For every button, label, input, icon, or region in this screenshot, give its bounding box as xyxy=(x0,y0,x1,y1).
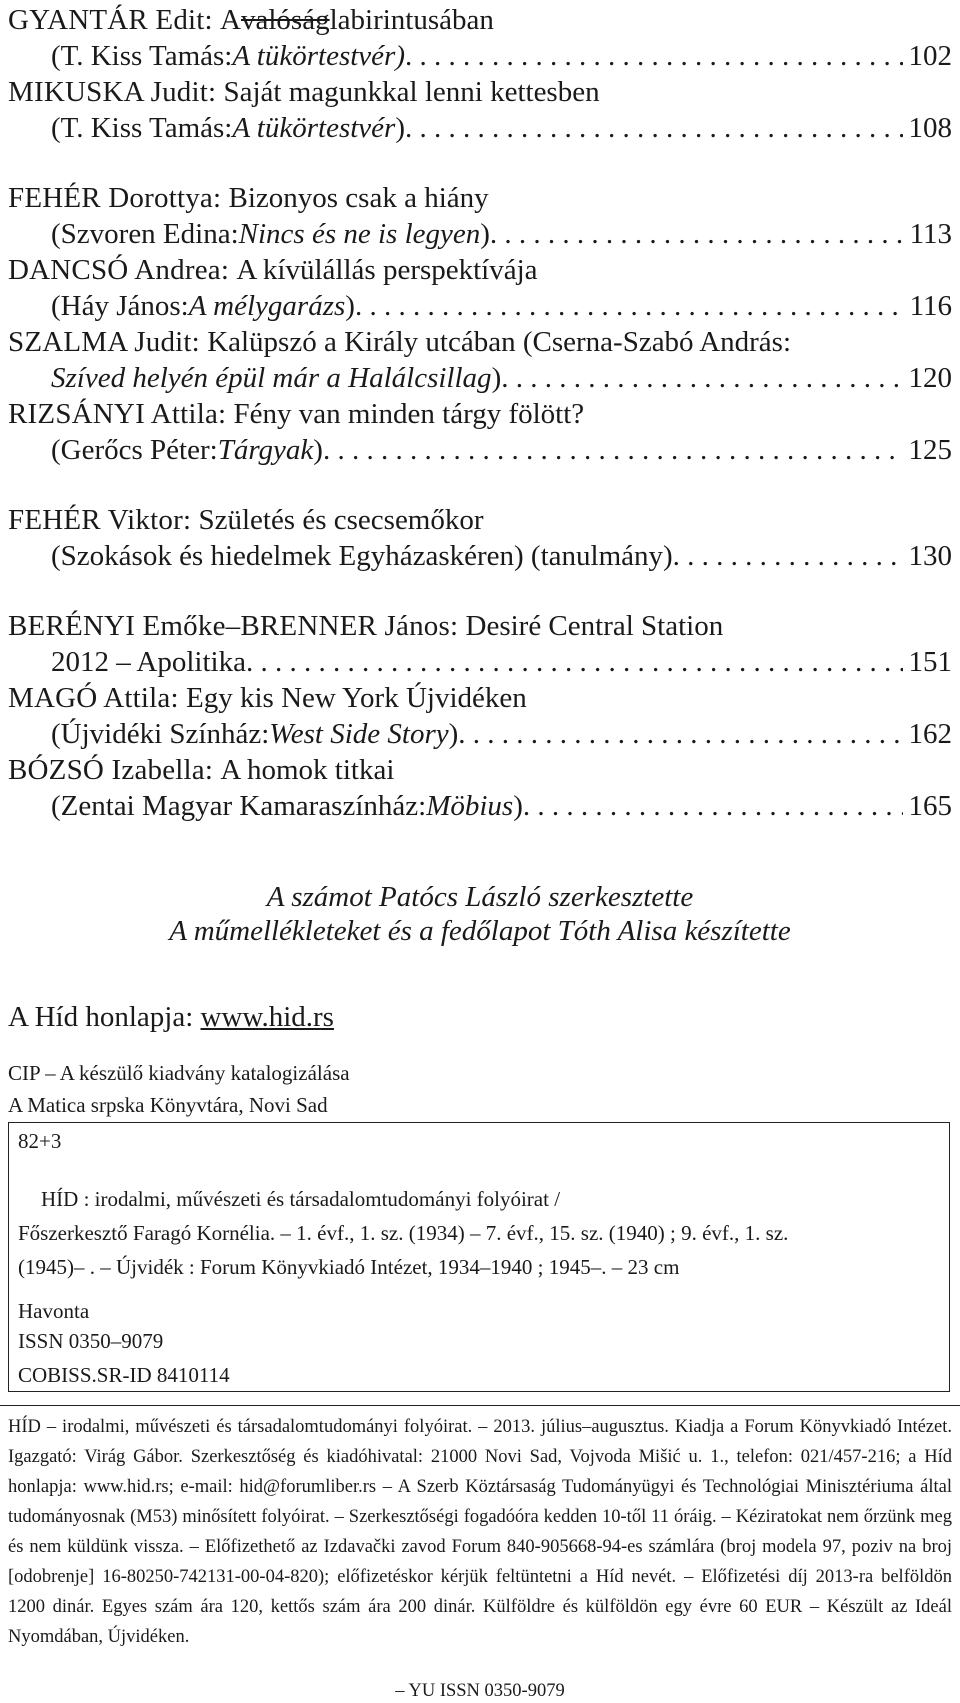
leader-dots xyxy=(405,38,903,74)
toc-source-end: ) xyxy=(480,218,490,250)
toc-source-title: A mélygarázs xyxy=(188,290,346,322)
section-gap xyxy=(8,574,952,608)
leader-dots xyxy=(405,110,903,146)
toc-author: FEHÉR Dorottya: xyxy=(8,182,222,214)
toc-entry-title xyxy=(8,180,952,216)
toc-author: BÓZSÓ Izabella: xyxy=(8,754,214,786)
toc-entry-title xyxy=(8,502,952,538)
cip-editor-line: Főszerkesztő Faragó Kornélia. – 1. évf., 1. sz. (1934) – 7. évf., 15. sz. (1940) ; 9. évf., 1. sz. xyxy=(18,1221,789,1245)
toc-source: (Zentai Magyar Kamaraszínház: xyxy=(51,790,427,822)
toc-title-struck-word: valóság xyxy=(241,4,330,36)
toc-page-number: 102 xyxy=(908,40,952,72)
toc-source: (Gerőcs Péter: xyxy=(51,434,218,466)
toc-entry-title xyxy=(8,680,952,716)
toc-source-title: Tárgyak xyxy=(217,434,314,466)
toc-entry-title xyxy=(8,752,952,788)
leader-dots xyxy=(673,538,903,574)
toc-entry-title xyxy=(8,608,952,644)
toc-title: Saját magunkkal lenni kettesben xyxy=(223,76,600,108)
table-of-contents xyxy=(8,2,952,824)
toc-entry-source xyxy=(8,216,952,252)
toc-author: SZALMA Judit: xyxy=(8,326,200,358)
homepage-link[interactable]: www.hid.rs xyxy=(200,1001,334,1033)
toc-source: (Szokások és hiedelmek Egyházaskéren) (tanulmány) xyxy=(51,540,673,572)
imprint xyxy=(0,1405,960,1701)
cip-heading-line: CIP – A készülő kiadvány katalogizálása xyxy=(8,1061,350,1085)
toc-author: BERÉNYI Emőke–BRENNER János: xyxy=(8,610,459,642)
toc-author: FEHÉR Viktor: xyxy=(8,504,192,536)
leader-dots xyxy=(458,716,902,752)
toc-source-title: A tükörtestvér xyxy=(232,112,396,144)
toc-title: Születés és csecsemőkor xyxy=(198,504,484,536)
toc-source-end: ) xyxy=(491,362,502,394)
toc-page-number: 120 xyxy=(908,362,952,394)
toc-author: DANCSÓ Andrea: xyxy=(8,254,230,286)
toc-author: MIKUSKA Judit: xyxy=(8,76,217,108)
toc-page-number: 130 xyxy=(908,540,952,572)
toc-entry-source xyxy=(8,788,952,824)
toc-page-number: 113 xyxy=(909,218,952,250)
imprint-text: HÍD – irodalmi, művészeti és társadalomtudományi folyóirat. – 2013. július–augusztus. Kiadja a Forum Könyvkiadó Intézet. Igazgató: Virág Gábor. Szerkesztőség és kiadóhivatal: 21000 Novi Sad, Vojvoda Mišić u. 1., telefon: 021/457-216; a Híd honlapja: www.hid.rs; e-mail: hid@forumliber.rs – A Szerb Köztársaság Tudományügyi és Technológiai Minisztériuma által tudományosnak (M53) minősített folyóirat. – Szerkesztőségi fogadóóra kedden 10-től 11 óráig. – Kéziratokat nem őrzünk meg és nem küldünk vissza. – Előfizethető az Izdavački zavod Forum 840-905668-94-es számlára (broj modela 97, poziv na broj [odobrenje] 16-80250-742131-00-04-820); előfizetéskor kérjük feltüntetni a Híd nevét. – Előfizetési díj 2013-ra belföldön 1200 dinár. Egyes szám ára 120, kettős szám ára 200 dinár. Külföldre és külföldön egy évre 60 EUR – Készült az Ideál Nyomdában, Újvidéken. xyxy=(8,1417,952,1647)
toc-author: RIZSÁNYI Attila: xyxy=(8,398,227,430)
section-gap xyxy=(8,146,952,180)
cip-udc: 82+3 xyxy=(18,1129,62,1153)
toc-source-end: ) xyxy=(345,290,355,322)
toc-entry-title xyxy=(8,396,952,432)
artwork-credit: A műmellékleteket és a fedőlapot Tóth Alisa készítette xyxy=(169,915,791,947)
toc-entry-title xyxy=(8,252,952,288)
toc-page-number: 165 xyxy=(908,790,952,822)
toc-source-end: ) xyxy=(513,790,523,822)
toc-title: Desiré Central Station xyxy=(465,610,724,642)
toc-title: A xyxy=(220,4,241,36)
section-gap xyxy=(8,468,952,502)
cip-record-box xyxy=(8,1122,950,1392)
toc-entry-title xyxy=(8,74,952,110)
toc-source-end: ) xyxy=(313,434,323,466)
toc-source: (T. Kiss Tamás: xyxy=(51,112,233,144)
toc-source: (T. Kiss Tamás: xyxy=(51,40,233,72)
cip-frequency: Havonta xyxy=(18,1299,90,1323)
toc-page-number: 108 xyxy=(908,112,952,144)
cip-publisher-line: (1945)– . – Újvidék : Forum Könyvkiadó Intézet, 1934–1940 ; 1945–. – 23 cm xyxy=(18,1255,680,1279)
toc-source: (Háy János: xyxy=(51,290,189,322)
toc-author: GYANTÁR Edit: xyxy=(8,4,213,36)
cip-heading xyxy=(8,1057,350,1121)
leader-dots xyxy=(523,788,903,824)
leader-dots xyxy=(355,288,904,324)
toc-entry-source xyxy=(8,716,952,752)
toc-title: Fény van minden tárgy fölött? xyxy=(233,398,585,430)
toc-entry-source xyxy=(8,538,952,574)
toc-entry-source xyxy=(8,360,952,396)
toc-entry-source xyxy=(8,644,952,680)
toc-entry-source xyxy=(8,38,952,74)
toc-source-end: ) xyxy=(395,112,405,144)
imprint-issn: – YU ISSN 0350-9079 xyxy=(395,1681,565,1701)
toc-page-number: 116 xyxy=(909,290,952,322)
toc-title: Bizonyos csak a hiány xyxy=(228,182,489,214)
toc-source-title: Nincs és ne is legyen xyxy=(238,218,481,250)
cip-library-line: A Matica srpska Könyvtára, Novi Sad xyxy=(8,1093,328,1117)
toc-title: Kalüpszó a Király utcában (Cserna-Szabó András: xyxy=(207,326,792,358)
leader-dots xyxy=(501,360,902,396)
toc-entry-title xyxy=(8,324,952,360)
toc-source-title: Szíved helyén épül már a Halálcsillag xyxy=(51,362,492,394)
homepage-line xyxy=(8,1001,334,1034)
homepage-label: A Híd honlapja: xyxy=(8,1001,201,1033)
toc-title: Egy kis New York Újvidéken xyxy=(186,682,527,714)
toc-page-number: 125 xyxy=(908,434,952,466)
toc-page-number: 151 xyxy=(908,646,952,678)
toc-title: A kívülállás perspektívája xyxy=(236,254,538,286)
cip-cobiss: COBISS.SR-ID 8410114 xyxy=(18,1363,230,1387)
toc-entry-source xyxy=(8,432,952,468)
toc-source-title: Möbius xyxy=(426,790,514,822)
editor-credit: A számot Patócs László szerkesztette xyxy=(266,881,694,913)
cip-title-line: HÍD : irodalmi, művészeti és társadalomtudományi folyóirat / xyxy=(41,1187,561,1211)
toc-source: 2012 – Apolitika xyxy=(51,646,246,678)
leader-dots xyxy=(490,216,904,252)
leader-dots xyxy=(323,432,903,468)
toc-title-rest: labirintusában xyxy=(329,4,494,36)
leader-dots xyxy=(246,644,903,680)
toc-entry-title xyxy=(8,2,952,38)
toc-page-number: 162 xyxy=(908,718,952,750)
toc-author: MAGÓ Attila: xyxy=(8,682,179,714)
toc-entry-source xyxy=(8,288,952,324)
toc-source: (Szvoren Edina: xyxy=(51,218,239,250)
toc-entry-source xyxy=(8,110,952,146)
toc-source-end: ) xyxy=(448,718,459,750)
toc-source: (Újvidéki Színház: xyxy=(51,718,270,750)
issue-credits xyxy=(0,880,960,948)
toc-source-title: West Side Story xyxy=(269,718,449,750)
toc-title: A homok titkai xyxy=(220,754,395,786)
cip-issn: ISSN 0350–9079 xyxy=(18,1329,164,1353)
toc-source-title: A tükörtestvér) xyxy=(232,40,405,72)
